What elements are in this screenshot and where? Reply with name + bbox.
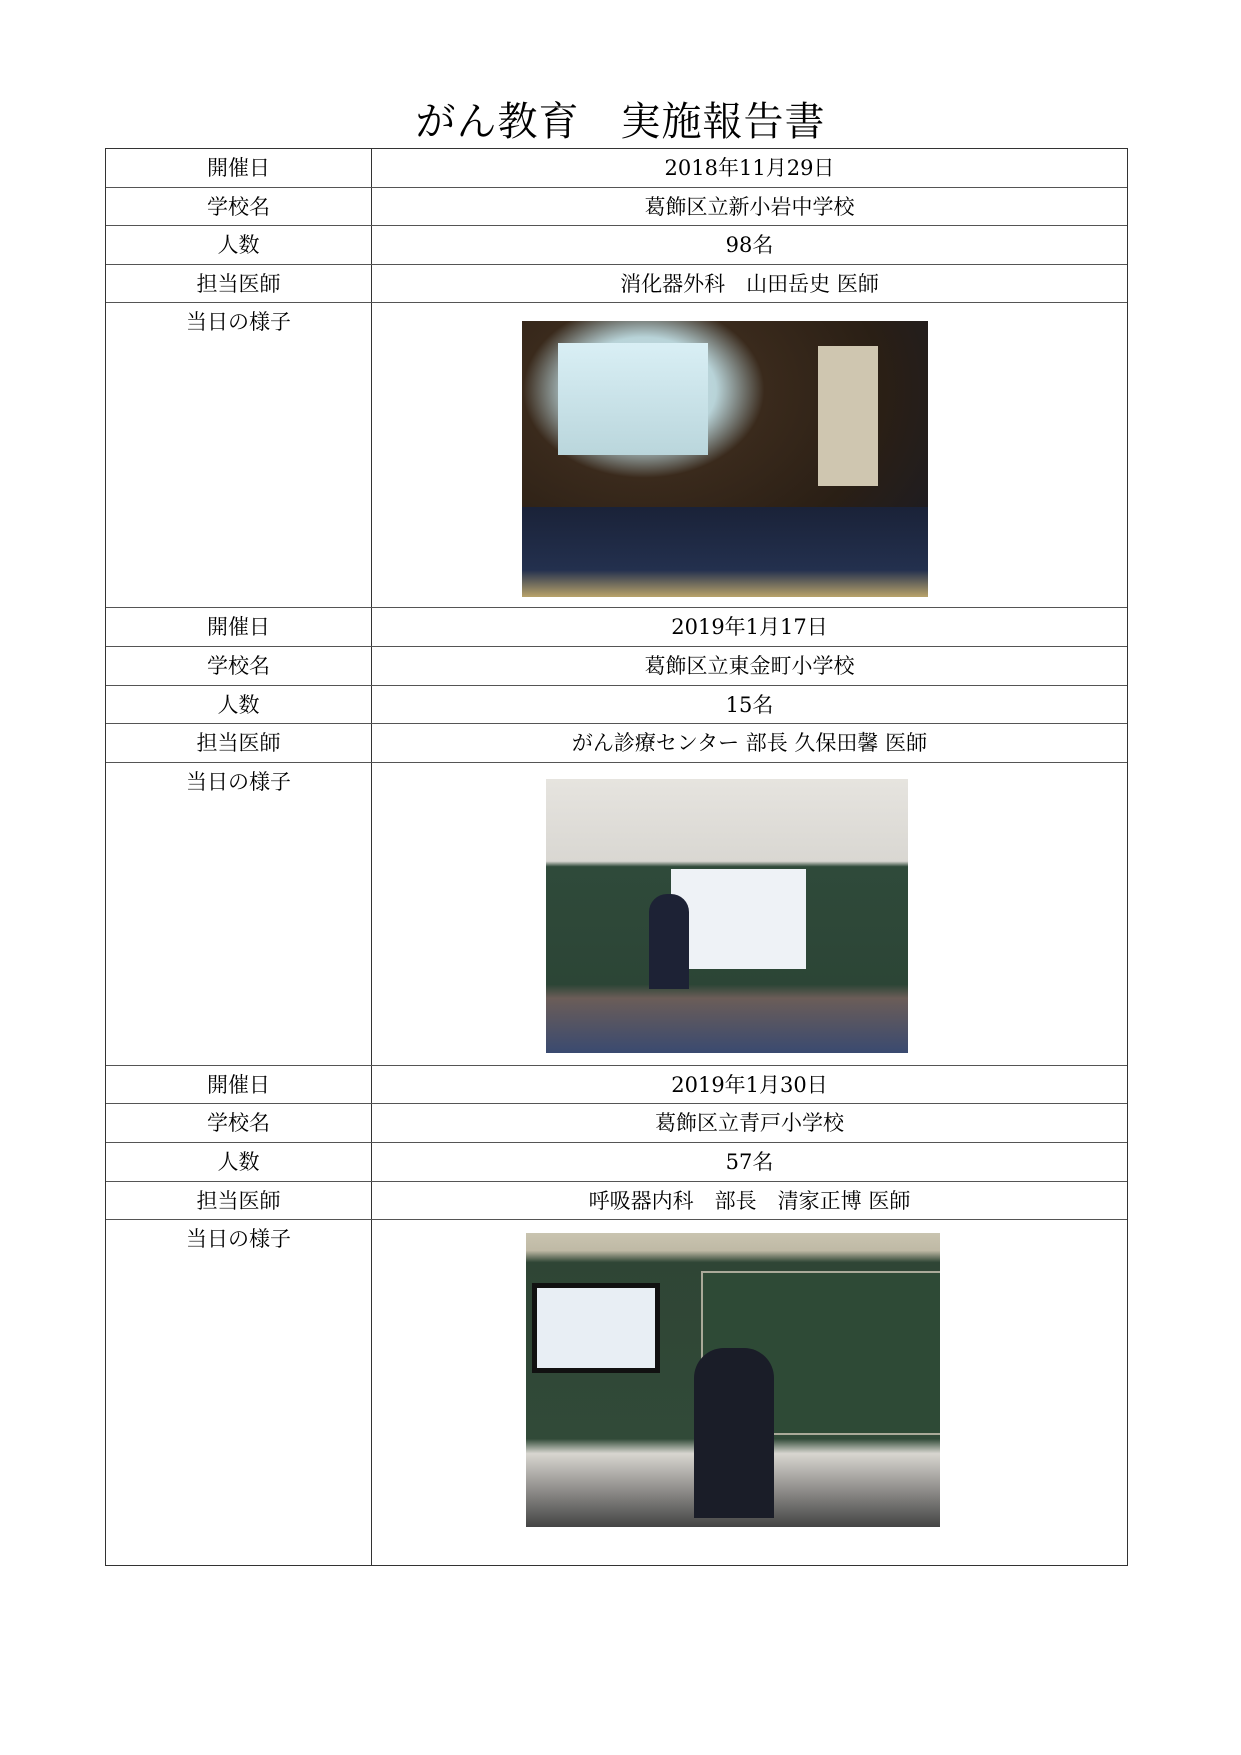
table-row <box>106 149 1127 188</box>
school-label: 学校名 <box>106 647 372 685</box>
date-label: 開催日 <box>106 1066 372 1104</box>
date-value: 2019年1月30日 <box>671 1072 828 1097</box>
scene-cell <box>372 303 1127 607</box>
table-row <box>106 265 1127 304</box>
report-table <box>105 148 1128 1566</box>
table-row <box>106 608 1127 647</box>
school-label: 学校名 <box>106 188 372 226</box>
date-value: 2019年1月17日 <box>671 615 828 640</box>
date-label: 開催日 <box>106 608 372 646</box>
count-label: 人数 <box>106 686 372 724</box>
doctor-label: 担当医師 <box>106 265 372 303</box>
count-value: 15名 <box>725 692 774 717</box>
school-value: 葛飾区立新小岩中学校 <box>644 194 855 219</box>
scene-cell <box>372 763 1127 1065</box>
table-row <box>106 1220 1127 1565</box>
count-value: 98名 <box>725 233 774 258</box>
table-row <box>106 1143 1127 1182</box>
table-row <box>106 763 1127 1066</box>
count-value: 57名 <box>725 1149 774 1174</box>
doctor-value: がん診療センター 部長 久保田馨 医師 <box>571 731 928 756</box>
school-value: 葛飾区立青戸小学校 <box>655 1111 844 1136</box>
scene-label: 当日の様子 <box>106 1220 372 1565</box>
table-row <box>106 647 1127 686</box>
table-row <box>106 1104 1127 1143</box>
school-value: 葛飾区立東金町小学校 <box>644 653 855 678</box>
event-photo <box>522 321 928 597</box>
doctor-label: 担当医師 <box>106 724 372 762</box>
table-row <box>106 1182 1127 1221</box>
count-label: 人数 <box>106 226 372 264</box>
scene-label: 当日の様子 <box>106 303 372 607</box>
table-row <box>106 188 1127 227</box>
table-row <box>106 724 1127 763</box>
document-title: がん教育 実施報告書 <box>415 99 826 145</box>
table-row <box>106 226 1127 265</box>
date-value: 2018年11月29日 <box>664 156 835 180</box>
table-row <box>106 686 1127 725</box>
scene-cell <box>372 1220 1127 1565</box>
table-row <box>106 1066 1127 1105</box>
event-photo <box>526 1233 940 1527</box>
count-label: 人数 <box>106 1143 372 1181</box>
table-row <box>106 303 1127 608</box>
date-label: 開催日 <box>106 149 372 187</box>
event-photo <box>546 779 908 1053</box>
doctor-label: 担当医師 <box>106 1182 372 1220</box>
school-label: 学校名 <box>106 1104 372 1142</box>
scene-label: 当日の様子 <box>106 763 372 1065</box>
doctor-value: 呼吸器内科 部長 清家正博 医師 <box>588 1188 911 1213</box>
doctor-value: 消化器外科 山田岳史 医師 <box>620 271 879 296</box>
